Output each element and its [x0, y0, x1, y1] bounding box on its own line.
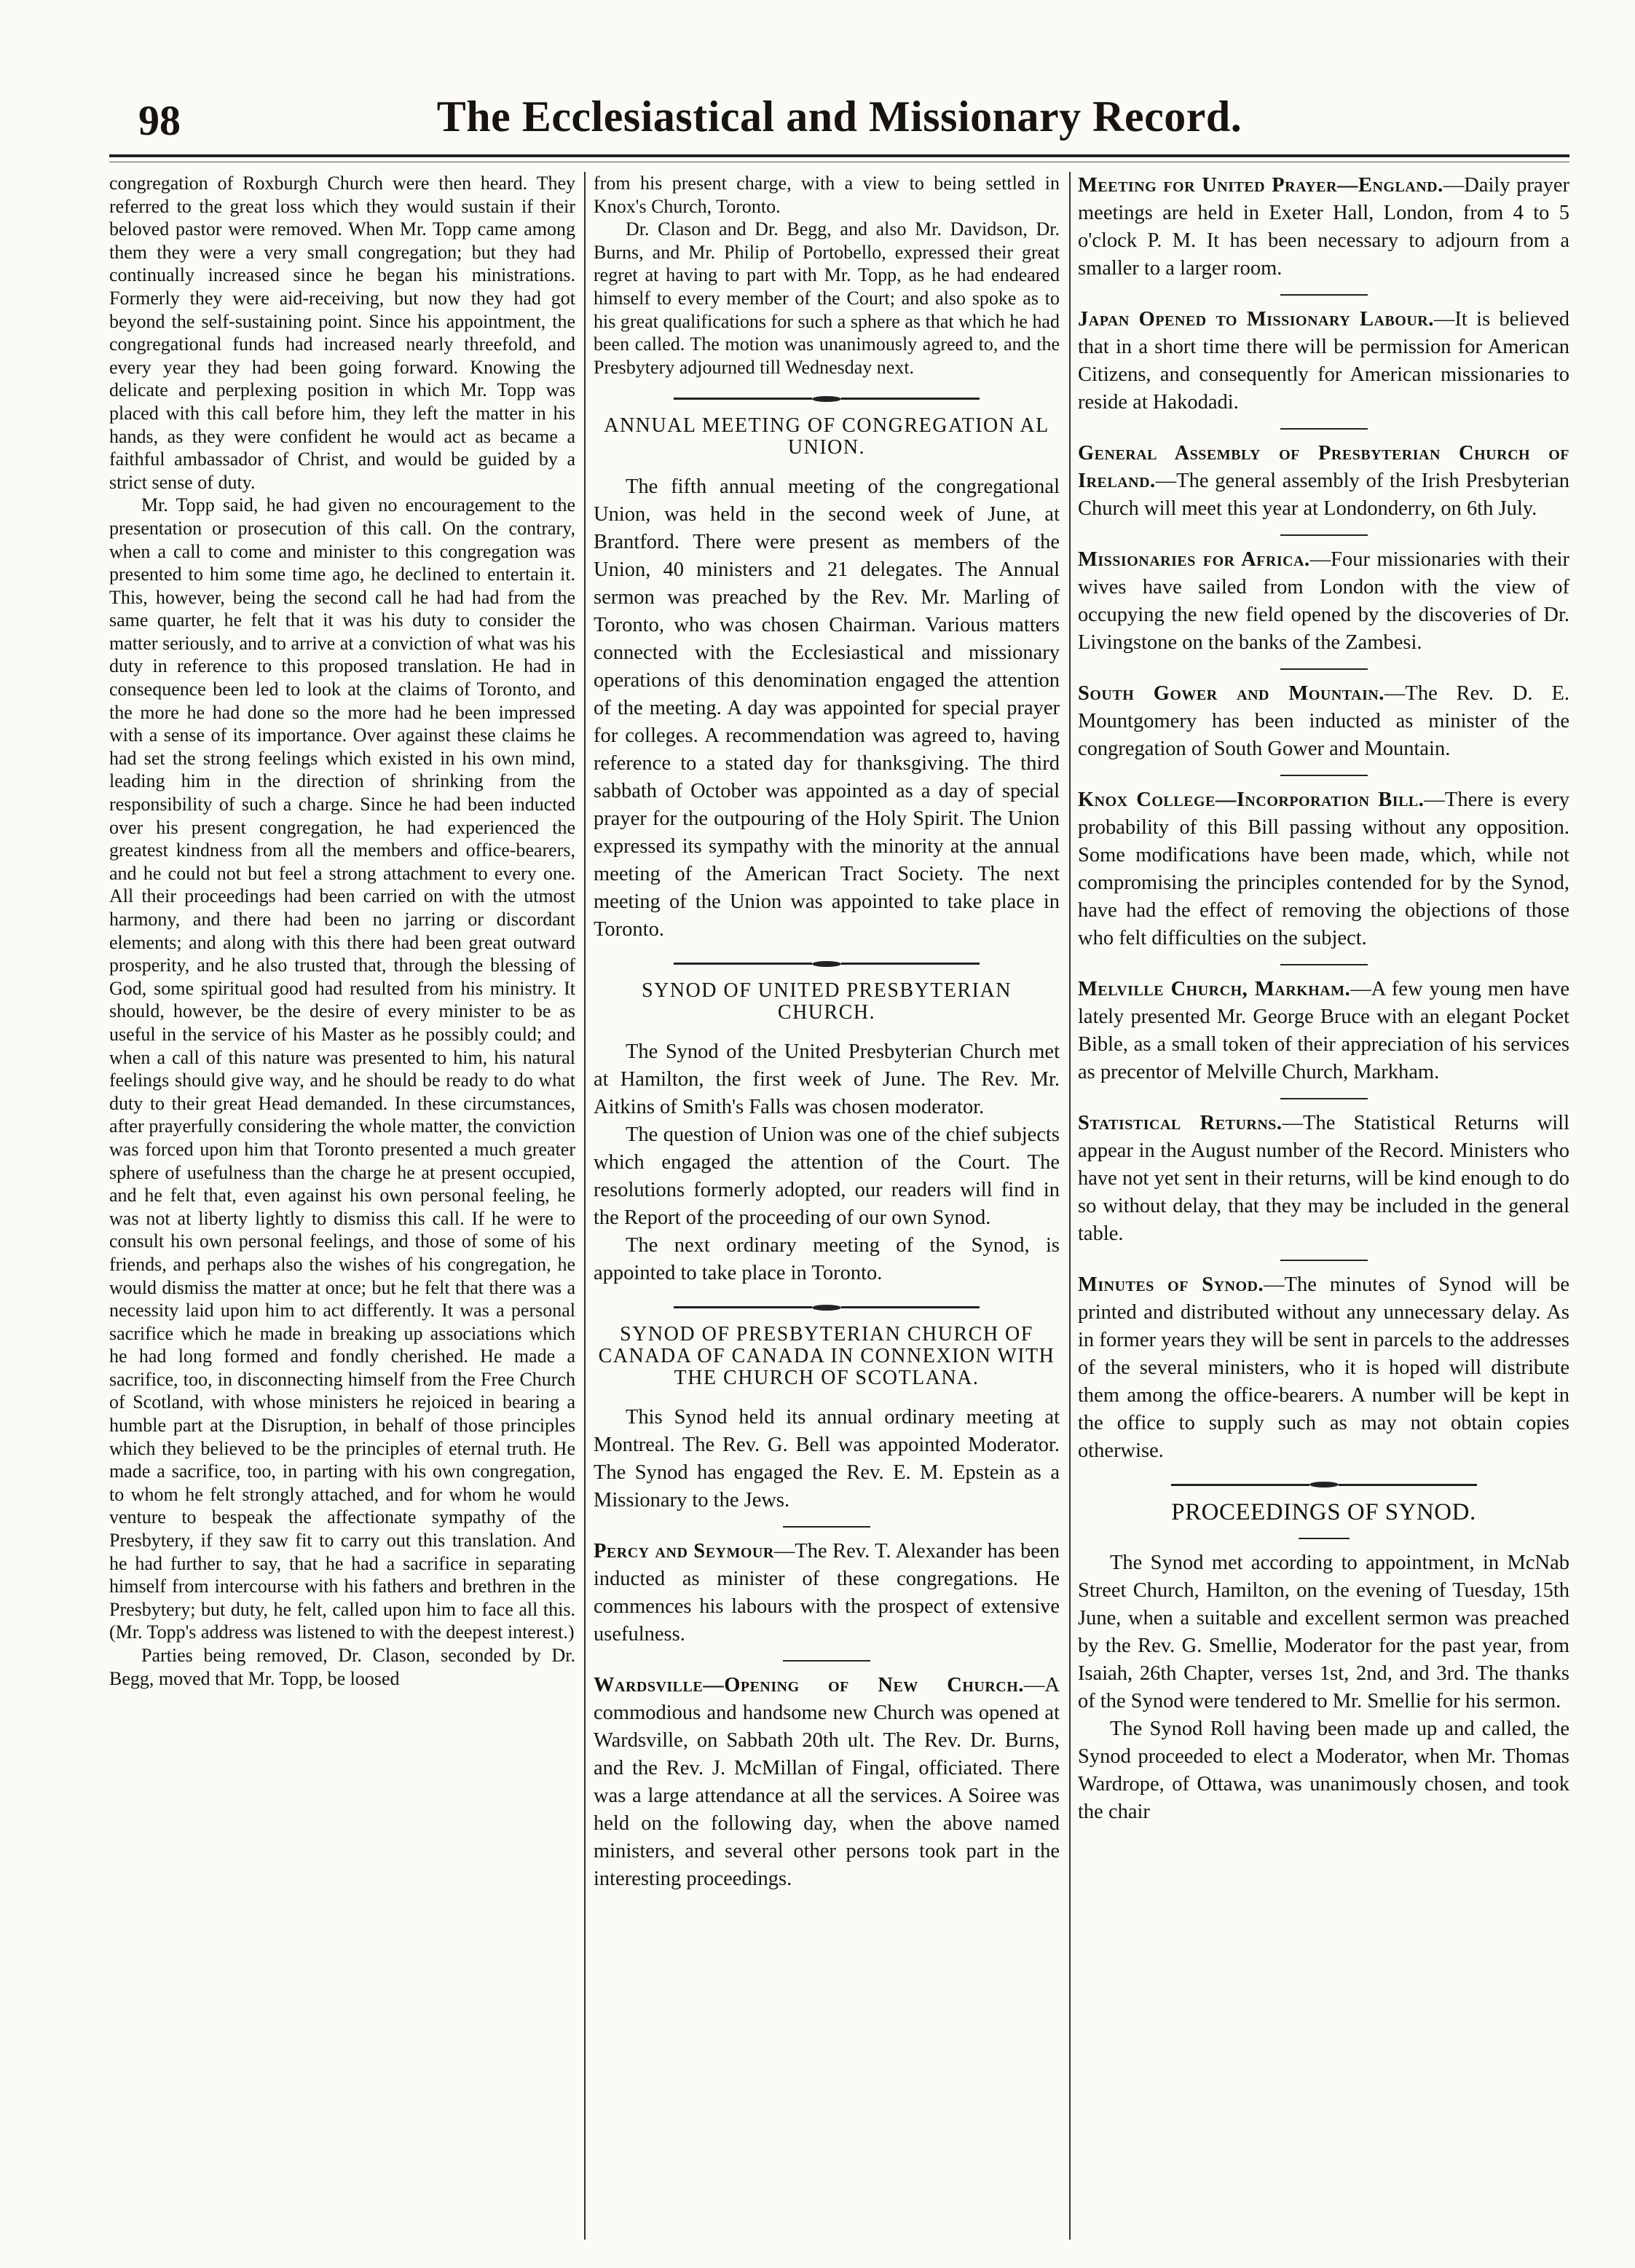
item-text: —The general assembly of the Irish Presbyterian Church will meet this year at Londonderry, on 6th July.: [1078, 470, 1569, 520]
news-item: [1078, 680, 1569, 763]
item-lead: Meeting for United Prayer—England.: [1078, 174, 1443, 197]
item-lead: Minutes of Synod.: [1078, 1273, 1264, 1296]
heading-church-of-scotland: SYNOD OF PRESBYTERIAN CHURCH OF CANADA OF CANADA IN CONNEXION WITH THE CHURCH OF SCOTLANA.: [598, 1323, 1055, 1390]
paragraph: The next ordinary meeting of the Synod, is appointed to take place in Toronto.: [594, 1234, 1060, 1285]
item-lead: Percy and Seymour: [594, 1540, 774, 1563]
news-item: [1078, 172, 1569, 282]
paragraph: The question of Union was one of the chief subjects which engaged the attention of the Court. The resolutions formerly adopted, our readers will find in the Report of the proceeding of our own Synod.: [594, 1123, 1060, 1230]
news-item: [1078, 786, 1569, 952]
masthead: [109, 87, 1569, 153]
item-lead: General Assembly of Presbyterian Church of Ireland.: [1078, 442, 1569, 492]
paragraph: Mr. Topp said, he had given no encouragement to the presentation or prosecution of this call. On the contrary, when a call to come and minister to this congregation was presented to him some time ago, he declined to entertain it. This, however, being the second call he had had from the same quarter, he felt that it was his duty to consider the matter seriously, and to arrive at a conviction of what was his duty in reference to this proposed translation. He had in consequence been led to look at the claims of Toronto, and the more he had done so the more had he been impressed with a sense of its importance. Over against these claims he had set the strong feelings which existed in his own mind, leading him in the direction of shrinking from the responsibility of such a charge. Since he had been inducted over his present congregation, he had experienced the greatest kindness from all the members and office-bearers, and he could not but feel a strong attachment to every one. All their proceedings had been carried on with the utmost harmony, and there had been no jarring or discordant elements; and along with this there had been great outward prosperity, and he also trusted that, through the blessing of God, some spiritual good had resulted from his ministry. It should, however, be the desire of every minister to be as useful in the service of his Master as he possibly could; and when a call of this nature was presented to him, his natural feelings should give way, and he should be ready to do what duty to their great Head demanded. In these circumstances, after prayerfully considering the whole matter, the conviction was forced upon him that Toronto presented a much greater sphere of usefulness than the charge he at present occupied, and he felt that, even against his own personal feeling, he was not at liberty lightly to dismiss this call. If he were to consult his own personal feelings, and those of some of his friends, and perhaps also the wishes of his congregation, he would dismiss the matter at once; but he felt that there was a necessity laid upon him to act differently. It was a personal sacrifice which he made in breaking up associations which he had long formed and fondly cherished. He made a sacrifice, too, in disconnecting himself from the Free Church of Scotland, with whose ministers he rejoiced in bearing a humble part at the Disruption, in behalf of those principles which they believed to be the principles of eternal truth. He made a sacrifice, too, in parting with his own congregation, to whom he felt strongly attached, and for whom he would venture to bespeak the affectionate sympathy of the Presbytery, if they saw fit to carry out this translation. And he had further to say, that he had a sacrifice in separating himself from intercourse with his fathers and brethren in the Presbytery; but duty, he felt, called upon him to face all this. (Mr. Topp's address was listened to with the deepest interest.): [109, 494, 575, 1643]
item-lead: Melville Church, Markham.: [1078, 978, 1351, 1000]
short-rule: [783, 1526, 870, 1528]
heading-proceedings: PROCEEDINGS OF SYNOD.: [1171, 1499, 1476, 1525]
column-2: [594, 172, 1060, 2247]
column-1: [109, 172, 575, 2247]
column-divider-2: [1069, 172, 1071, 2240]
paragraph: The Synod met according to appointment, in McNab Street Church, Hamilton, on the evening of Tuesday, 15th June, when a suitable and excellent sermon was preached by the Rev. G. Smellie, Moderator for the past year, from Isaiah, 26th Chapter, verses 1st, 2nd, and 3rd. The thanks of the Synod were tendered to Mr. Smellie for his sermon.: [1078, 1552, 1569, 1712]
paragraph: The Synod Roll having been made up and called, the Synod proceeded to elect a Moderator, when Mr. Thomas Wardrope, of Ottawa, was unanimously chosen, and took the chair: [1078, 1718, 1569, 1823]
news-item: [1078, 1271, 1569, 1465]
news-item-wardsville: [594, 1672, 1060, 1893]
short-rule: [783, 1660, 870, 1662]
page-number: 98: [138, 97, 181, 144]
short-rule: [1280, 534, 1368, 536]
item-lead: Wardsville—Opening of New Church.: [594, 1674, 1024, 1697]
item-text: —A commodious and handsome new Church was opened at Wardsville, on Sabbath 20th ult. The Rev. Dr. Burns, and the Rev. J. McMillan of Fingal, officiated. There was a large attendance at all the services. A Soiree was held on the following day, when the above named ministers, and several other persons took part in the interesting proceedings.: [594, 1674, 1060, 1891]
news-item: [1078, 440, 1569, 523]
item-text: —Four missionaries with their wives have sailed from London with the view of occupying the new field opened by the discoveries of Dr. Livingstone on the banks of the Zambesi.: [1078, 548, 1569, 654]
section-ornament: [1078, 1475, 1569, 1493]
news-item-percy: [594, 1538, 1060, 1648]
heading-annual-meeting: ANNUAL MEETING OF CONGREGATION AL UNION.: [604, 414, 1049, 459]
item-text: —The Statistical Returns will appear in the August number of the Record. Ministers who have not yet sent in their returns, will be kind enough to do so without delay, that they may be included in the general table.: [1078, 1112, 1569, 1245]
item-text: —It is believed that in a short time there will be permission for American Citizens, and consequently for American missionaries to reside at Hakodadi.: [1078, 308, 1569, 414]
short-rule: [1280, 1098, 1368, 1099]
news-item: [1078, 306, 1569, 416]
short-rule: [1280, 1260, 1368, 1261]
short-rule: [1280, 428, 1368, 430]
item-text: —There is every probability of this Bill passing without any opposition. Some modifications have been made, which, while not compromising the principles contended for by the Synod, have had the effect of removing the objections of those who felt difficulties on the subject.: [1078, 789, 1569, 949]
page-title: The Ecclesiastical and Missionary Record.: [436, 92, 1242, 141]
paragraph: This Synod held its annual ordinary meeting at Montreal. The Rev. G. Bell was appointed Moderator. The Synod has engaged the Rev. E. M. Epstein as a Missionary to the Jews.: [594, 1406, 1060, 1512]
column-divider-1: [584, 172, 586, 2240]
news-item: [1078, 546, 1569, 657]
item-lead: South Gower and Mountain.: [1078, 682, 1384, 705]
section-ornament: [594, 954, 1060, 971]
header-rule: [109, 154, 1569, 157]
item-text: —The Rev. D. E. Mountgomery has been inducted as minister of the congregation of South Gower and Mountain.: [1078, 682, 1569, 760]
heading-united-presbyterian: SYNOD OF UNITED PRESBYTERIAN CHURCH.: [642, 979, 1012, 1024]
short-rule: [1280, 294, 1368, 296]
item-lead: Knox College—Incorporation Bill.: [1078, 789, 1425, 811]
paragraph: Parties being removed, Dr. Clason, seconded by Dr. Begg, moved that Mr. Topp, be loosed: [109, 1645, 575, 1689]
section-ornament: [594, 1297, 1060, 1315]
item-text: —A few young men have lately presented Mr. George Bruce with an elegant Pocket Bible, as a small token of their appreciation of his services as precentor of Melville Church, Markham.: [1078, 978, 1569, 1083]
short-rule: [1280, 775, 1368, 776]
item-lead: Statistical Returns.: [1078, 1112, 1283, 1134]
paragraph: congregation of Roxburgh Church were then heard. They referred to the great loss which they would sustain if their beloved pastor were removed. When Mr. Topp came among them they were a very small congregation; but they had continually increased since he began his ministrations. Formerly they were aid-receiving, but now they had got beyond the self-sustaining point. Since his appointment, the congregational funds had increased nearly threefold, and every year they had been going forward. Knowing the delicate and perplexing position in which Mr. Topp was placed with this call before him, they left the matter in his hands, as they were confident he would act as became a faithful ambassador of Christ, and would be guided by a strict sense of duty.: [109, 173, 575, 493]
item-text: —The minutes of Synod will be printed and distributed without any unnecessary delay. As in former years they will be sent in parcels to the addresses of the several ministers, who it is hoped will distribute them among the office-bearers. A number will be kept in the office to supply such as may not obtain copies otherwise.: [1078, 1273, 1569, 1462]
item-text: —Daily prayer meetings are held in Exeter Hall, London, from 4 to 5 o'clock P. M. It has been necessary to adjourn from a smaller to a larger room.: [1078, 174, 1569, 280]
item-lead: Missionaries for Africa.: [1078, 548, 1310, 571]
item-lead: Japan Opened to Missionary Labour.: [1078, 308, 1434, 331]
short-rule: [1299, 1538, 1350, 1539]
section-ornament: [594, 389, 1060, 406]
news-item: [1078, 1110, 1569, 1248]
item-text: —The Rev. T. Alexander has been inducted as minister of these congregations. He commences his labours with the prospect of extensive usefulness.: [594, 1540, 1060, 1646]
column-3: [1078, 172, 1569, 2247]
paragraph: Dr. Clason and Dr. Begg, and also Mr. Davidson, Dr. Burns, and Mr. Philip of Portobello, expressed their great regret at having to part with Mr. Topp, as he had endeared himself to every member of the Court; and also spoke as to his great qualifications for such a sphere as that which he had been called. The motion was unanimously agreed to, and the Presbytery adjourned till Wednesday next.: [594, 218, 1060, 378]
short-rule: [1280, 964, 1368, 965]
news-item: [1078, 976, 1569, 1086]
short-rule: [1280, 668, 1368, 670]
paragraph: from his present charge, with a view to being settled in Knox's Church, Toronto.: [594, 173, 1060, 217]
paragraph: The Synod of the United Presbyterian Church met at Hamilton, the first week of June. The Rev. Mr. Aitkins of Smith's Falls was chosen moderator.: [594, 1040, 1060, 1119]
paragraph: The fifth annual meeting of the congregational Union, was held in the second week of June, at Brantford. There were present as members of the Union, 40 ministers and 21 delegates. The Annual sermon was preached by the Rev. Mr. Marling of Toronto, who was chosen Chairman. Various matters connected with the Ecclesiastical and missionary operations of this denomination engaged the attention of the meeting. A day was appointed for special prayer for colleges. A recommendation was agreed to, having reference to a stated day for thanksgiving. The third sabbath of October was appointed as a day of special prayer for the outpouring of the Holy Spirit. The Union expressed its sympathy with the minority at the annual meeting of the American Tract Society. The next meeting of the Union was appointed to take place in Toronto.: [594, 475, 1060, 941]
